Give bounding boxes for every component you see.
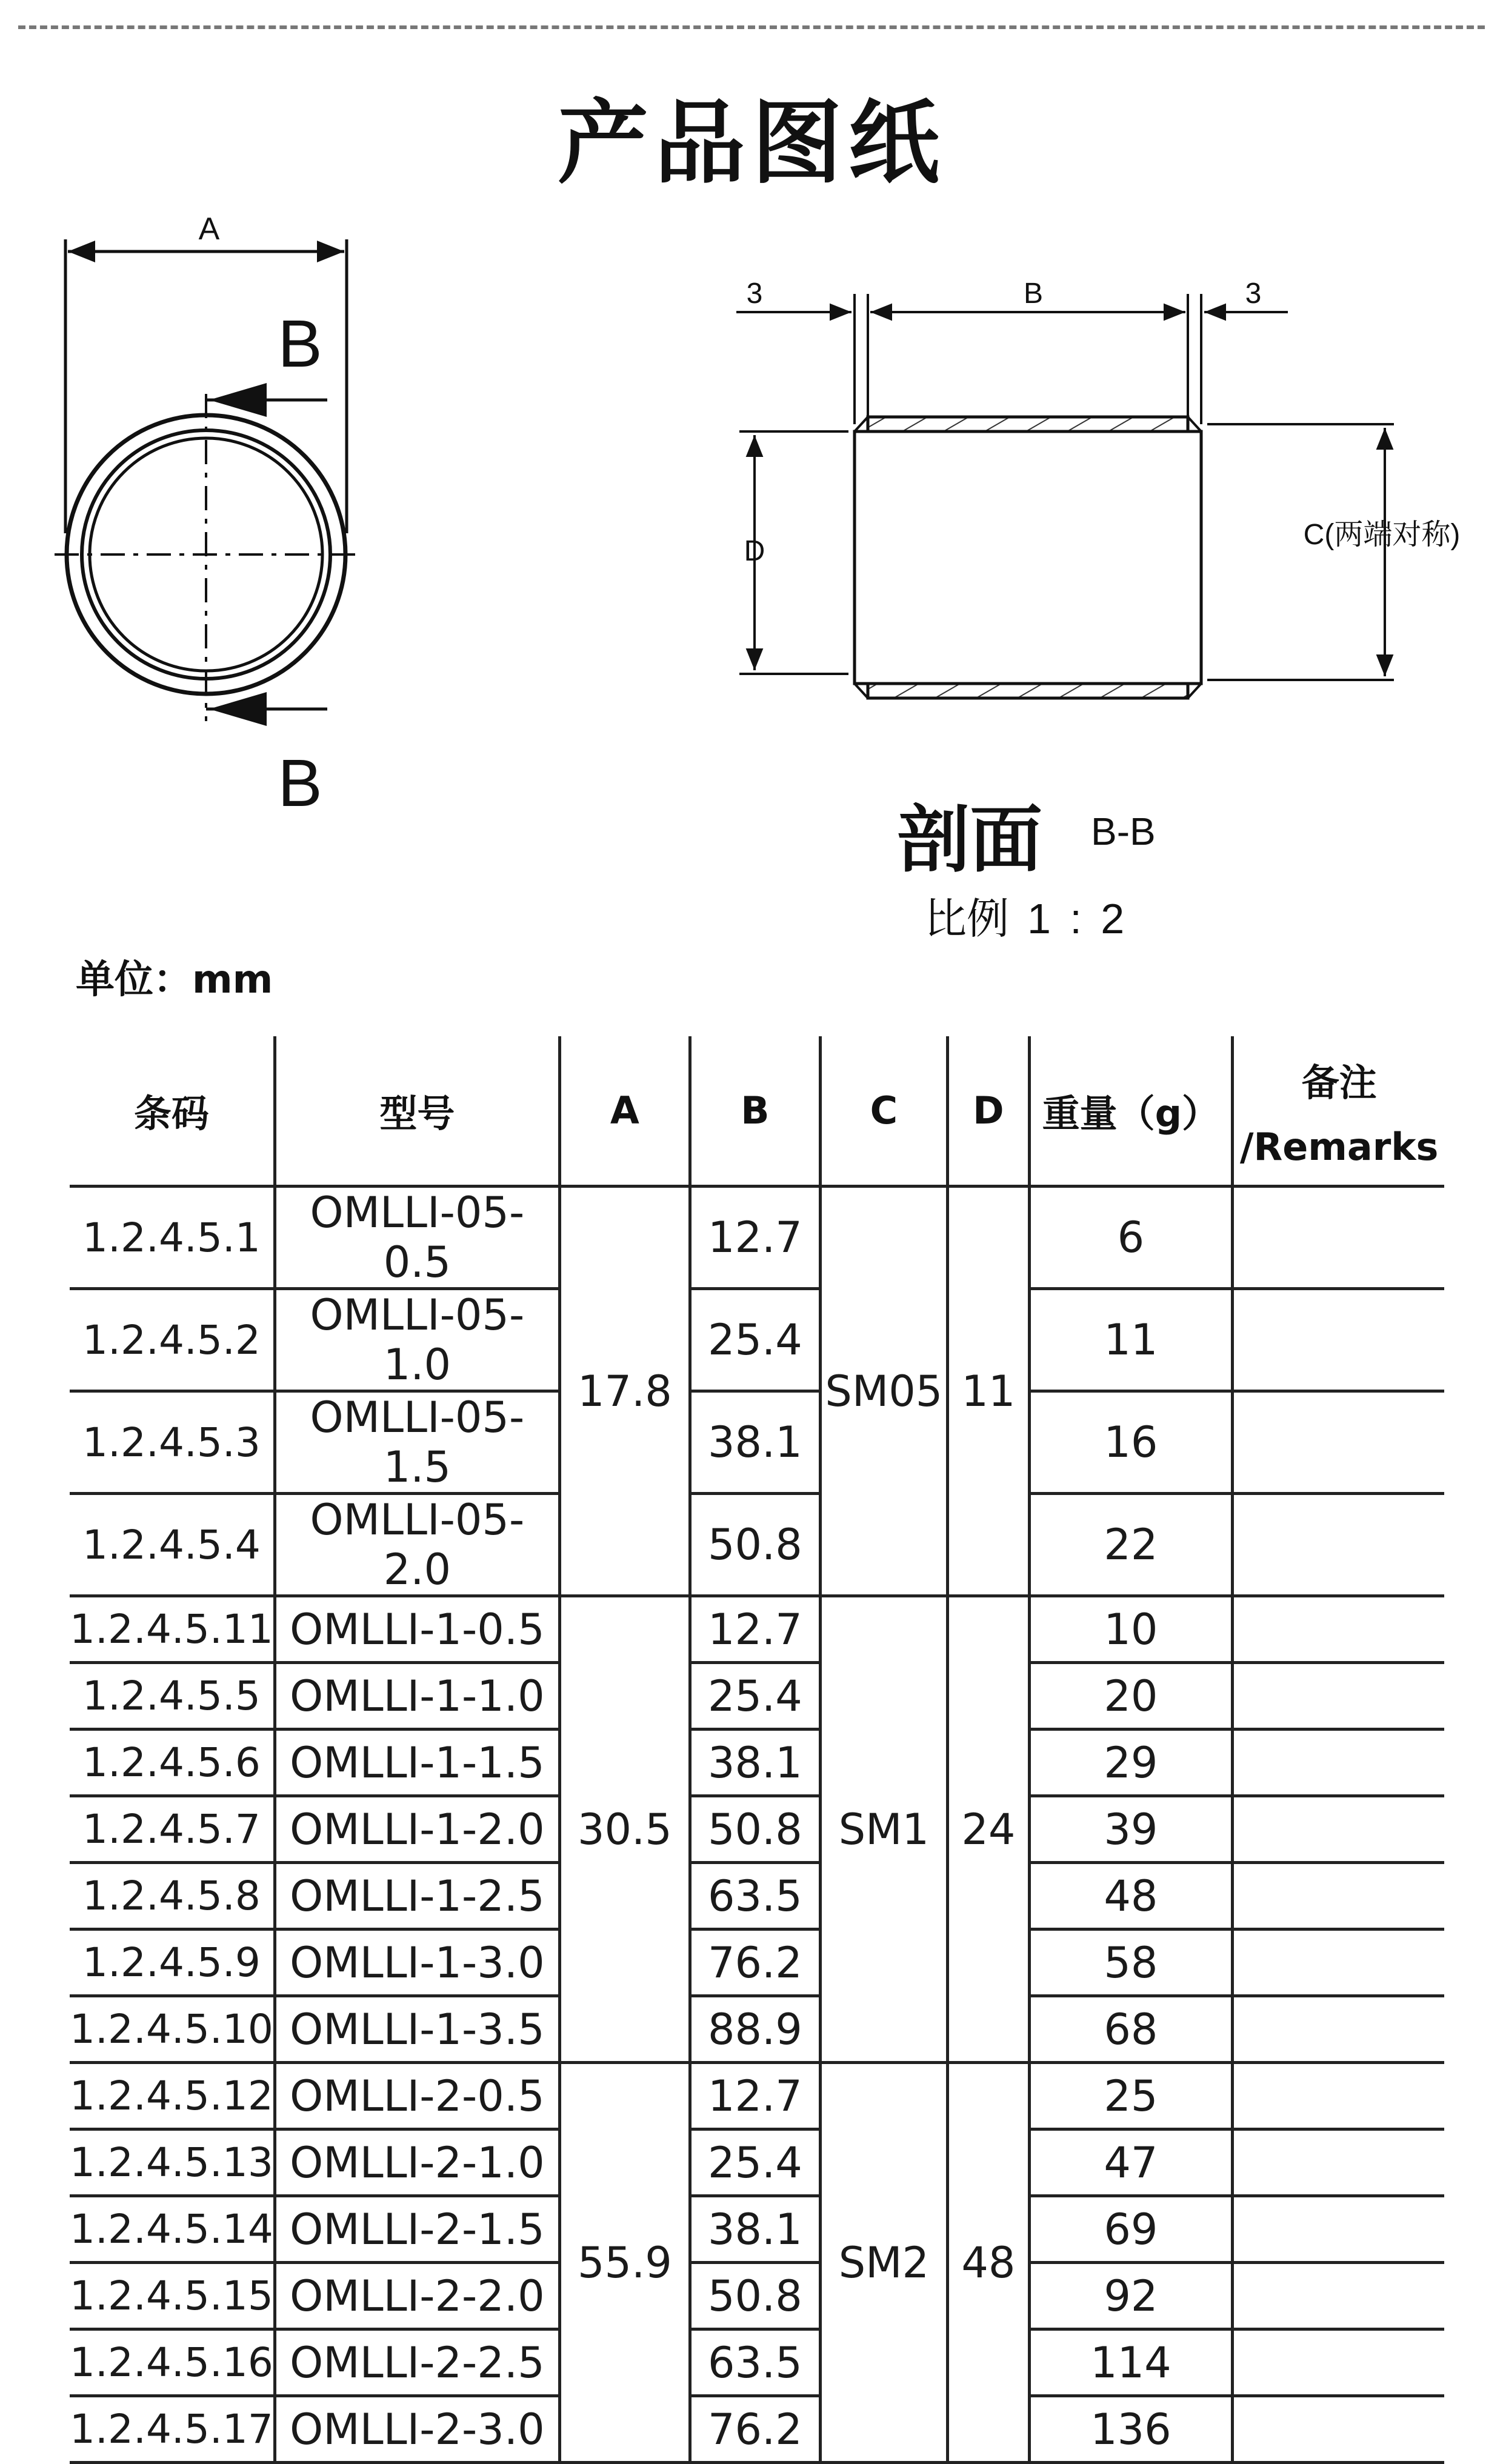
cell-model: OMLLI-2-3.0	[275, 2396, 559, 2463]
section-code: B-B	[1091, 810, 1156, 853]
cell-barcode: 1.2.4.5.12	[70, 2063, 275, 2129]
cell-model: OMLLI-05-1.0	[275, 1289, 559, 1391]
cell-model: OMLLI-1-3.0	[275, 1930, 559, 1996]
unit-label: 单位：mm	[76, 957, 273, 1002]
cell-b: 12.7	[690, 1596, 820, 1663]
cell-model: OMLLI-05-0.5	[275, 1187, 559, 1289]
dim-b-label: B	[1023, 278, 1044, 310]
section-view	[736, 278, 1460, 698]
cell-weight: 25	[1029, 2063, 1232, 2129]
scale-label: 比例	[924, 894, 1009, 944]
cell-weight: 11	[1029, 1289, 1232, 1391]
cell-remarks	[1232, 1930, 1444, 1996]
table-row	[70, 1996, 1444, 2063]
table-row	[70, 1289, 1444, 1391]
spec-table	[70, 1036, 1444, 2464]
table-row	[70, 1596, 1444, 1663]
cell-model: OMLLI-2-1.0	[275, 2129, 559, 2196]
cell-weight: 29	[1029, 1730, 1232, 1796]
section-arrow-bottom	[206, 692, 327, 726]
table-header-row	[70, 1036, 1444, 1187]
cell-barcode: 1.2.4.5.7	[70, 1796, 275, 1863]
cell-a: 30.5	[559, 1596, 690, 2063]
cell-model: OMLLI-2-2.5	[275, 2329, 559, 2396]
cell-weight: 114	[1029, 2329, 1232, 2396]
cell-remarks	[1232, 2196, 1444, 2263]
cell-b: 38.1	[690, 1730, 820, 1796]
header-weight: 重量（g）	[1029, 1036, 1232, 1187]
cell-c: SM2	[820, 2063, 947, 2463]
wall-top	[868, 417, 1188, 431]
table-row	[70, 1187, 1444, 1289]
cell-remarks	[1232, 1730, 1444, 1796]
cell-weight: 6	[1029, 1187, 1232, 1289]
header-remarks-cn: 备注	[1301, 1060, 1377, 1105]
cell-remarks	[1232, 2396, 1444, 2463]
table-row	[70, 1796, 1444, 1863]
cell-weight: 39	[1029, 1796, 1232, 1863]
cell-barcode: 1.2.4.5.11	[70, 1596, 275, 1663]
table-row	[70, 1494, 1444, 1596]
table-row	[70, 1663, 1444, 1730]
cell-b: 38.1	[690, 1391, 820, 1494]
cell-model: OMLLI-1-2.0	[275, 1796, 559, 1863]
cell-remarks	[1232, 2129, 1444, 2196]
cell-weight: 69	[1029, 2196, 1232, 2263]
technical-drawing	[0, 0, 1503, 848]
cell-b: 76.2	[690, 2396, 820, 2463]
header-remarks-en: /Remarks	[1239, 1124, 1439, 1169]
cell-model: OMLLI-1-2.5	[275, 1863, 559, 1930]
cell-model: OMLLI-05-1.5	[275, 1391, 559, 1494]
cell-remarks	[1232, 1187, 1444, 1289]
cell-weight: 22	[1029, 1494, 1232, 1596]
cell-remarks	[1232, 1596, 1444, 1663]
table-row	[70, 1930, 1444, 1996]
dim-c-label: C(两端对称)	[1303, 519, 1461, 551]
cell-c: SM1	[820, 1596, 947, 2063]
cell-barcode: 1.2.4.5.4	[70, 1494, 275, 1596]
cell-b: 63.5	[690, 1863, 820, 1930]
cell-b: 12.7	[690, 1187, 820, 1289]
cell-weight: 68	[1029, 1996, 1232, 2063]
cell-b: 50.8	[690, 1494, 820, 1596]
dim-right-label: 3	[1245, 278, 1262, 310]
cell-model: OMLLI-1-3.5	[275, 1996, 559, 2063]
cell-weight: 10	[1029, 1596, 1232, 1663]
header-barcode: 条码	[70, 1036, 275, 1187]
dim-a-label: A	[198, 211, 220, 247]
table-row	[70, 2196, 1444, 2263]
cell-weight: 16	[1029, 1391, 1232, 1494]
cell-weight: 92	[1029, 2263, 1232, 2329]
table-row	[70, 2263, 1444, 2329]
cell-model: OMLLI-2-0.5	[275, 2063, 559, 2129]
cell-barcode: 1.2.4.5.16	[70, 2329, 275, 2396]
cell-weight: 47	[1029, 2129, 1232, 2196]
section-title: 剖面	[897, 798, 1042, 882]
header-model: 型号	[275, 1036, 559, 1187]
cell-d: 11	[947, 1187, 1029, 1596]
cell-c: SM05	[820, 1187, 947, 1596]
cell-model: OMLLI-1-1.5	[275, 1730, 559, 1796]
cell-barcode: 1.2.4.5.10	[70, 1996, 275, 2063]
header-remarks	[1232, 1036, 1444, 1187]
cell-barcode: 1.2.4.5.13	[70, 2129, 275, 2196]
cell-model: OMLLI-1-1.0	[275, 1663, 559, 1730]
cell-remarks	[1232, 2329, 1444, 2396]
table-row	[70, 2396, 1444, 2463]
cell-model: OMLLI-05-2.0	[275, 1494, 559, 1596]
dim-d-label: D	[744, 535, 765, 567]
cell-remarks	[1232, 2063, 1444, 2129]
cell-barcode: 1.2.4.5.3	[70, 1391, 275, 1494]
header-c: C	[820, 1036, 947, 1187]
cell-barcode: 1.2.4.5.14	[70, 2196, 275, 2263]
scale-value: 1 : 2	[1027, 895, 1128, 942]
cell-barcode: 1.2.4.5.17	[70, 2396, 275, 2463]
header-d: D	[947, 1036, 1029, 1187]
header-a: A	[559, 1036, 690, 1187]
cell-barcode: 1.2.4.5.2	[70, 1289, 275, 1391]
table-row	[70, 2129, 1444, 2196]
table-row	[70, 2063, 1444, 2129]
cell-b: 12.7	[690, 2063, 820, 2129]
cell-a: 17.8	[559, 1187, 690, 1596]
cell-b: 50.8	[690, 2263, 820, 2329]
cell-model: OMLLI-1-0.5	[275, 1596, 559, 1663]
cell-weight: 136	[1029, 2396, 1232, 2463]
dim-left-label: 3	[746, 278, 763, 310]
cell-remarks	[1232, 1863, 1444, 1930]
table-row	[70, 1863, 1444, 1930]
cell-remarks	[1232, 1391, 1444, 1494]
cell-remarks	[1232, 1996, 1444, 2063]
header-b: B	[690, 1036, 820, 1187]
bushing-body	[855, 431, 1201, 684]
cell-weight: 48	[1029, 1863, 1232, 1930]
table-row	[70, 1391, 1444, 1494]
cell-barcode: 1.2.4.5.15	[70, 2263, 275, 2329]
cell-remarks	[1232, 1663, 1444, 1730]
front-view	[55, 211, 364, 821]
cell-b: 63.5	[690, 2329, 820, 2396]
cell-b: 88.9	[690, 1996, 820, 2063]
cell-barcode: 1.2.4.5.1	[70, 1187, 275, 1289]
page-title: 产品图纸	[557, 91, 945, 196]
table-row	[70, 2329, 1444, 2396]
cell-weight: 20	[1029, 1663, 1232, 1730]
cell-barcode: 1.2.4.5.5	[70, 1663, 275, 1730]
cell-a: 55.9	[559, 2063, 690, 2463]
section-arrow-top	[206, 383, 327, 417]
table-row	[70, 1730, 1444, 1796]
cell-barcode: 1.2.4.5.8	[70, 1863, 275, 1930]
cell-b: 76.2	[690, 1930, 820, 1996]
cell-model: OMLLI-2-2.0	[275, 2263, 559, 2329]
cell-b: 25.4	[690, 1663, 820, 1730]
cell-d: 24	[947, 1596, 1029, 2063]
cell-weight: 58	[1029, 1930, 1232, 1996]
cell-remarks	[1232, 1494, 1444, 1596]
cell-model: OMLLI-2-1.5	[275, 2196, 559, 2263]
cell-remarks	[1232, 2263, 1444, 2329]
cell-barcode: 1.2.4.5.9	[70, 1930, 275, 1996]
cell-b: 25.4	[690, 1289, 820, 1391]
cell-barcode: 1.2.4.5.6	[70, 1730, 275, 1796]
wall-bottom	[868, 684, 1188, 698]
cell-b: 25.4	[690, 2129, 820, 2196]
scale-line	[924, 885, 1128, 946]
cell-remarks	[1232, 1289, 1444, 1391]
cell-remarks	[1232, 1796, 1444, 1863]
cell-b: 50.8	[690, 1796, 820, 1863]
cell-b: 38.1	[690, 2196, 820, 2263]
section-mark-bottom: B	[278, 746, 322, 821]
section-mark-top: B	[278, 307, 322, 381]
cell-d: 48	[947, 2063, 1029, 2463]
